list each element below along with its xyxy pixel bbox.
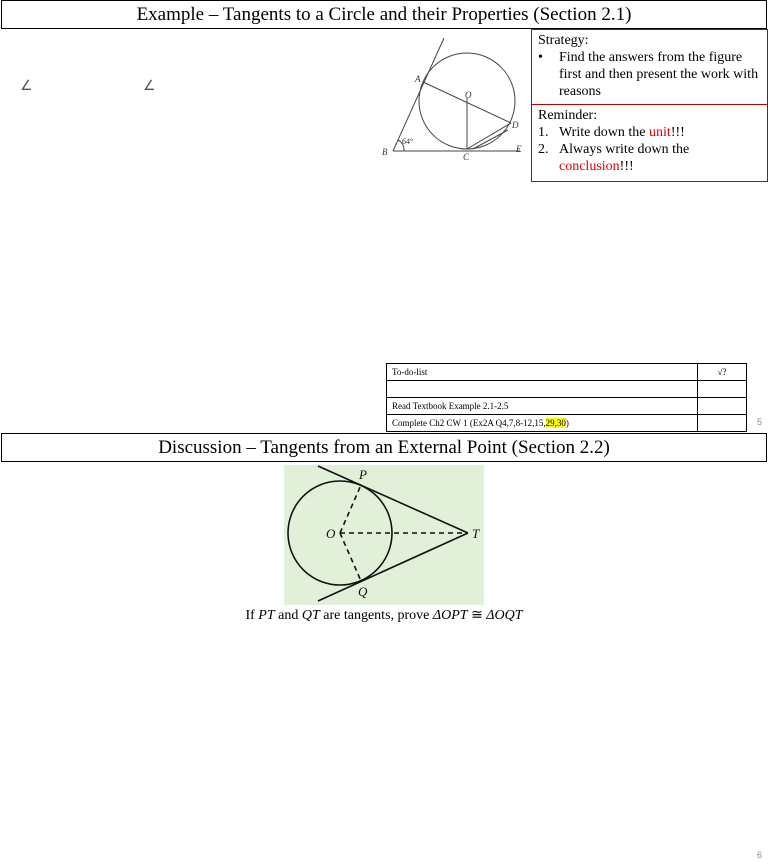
strategy-box [531, 29, 768, 105]
todo-cell [387, 415, 698, 432]
reminder-item-2 [538, 141, 761, 175]
label-p: P [359, 467, 367, 482]
label-a: A [415, 74, 421, 84]
caption-cong: ≅ [467, 608, 487, 623]
page-number-6: 6 [757, 850, 763, 860]
external-point-figure [284, 462, 494, 608]
caption-and: and [274, 608, 302, 623]
table-row [387, 415, 747, 432]
reminder-item-1 [538, 124, 761, 141]
tangent-qt [318, 533, 468, 601]
line-cd [467, 123, 511, 149]
todo-header: To-do-list [387, 364, 698, 381]
highlight-30: 30 [556, 418, 566, 428]
slide5-title: Example – Tangents to a Circle and their Properties (Section 2.1) [1, 0, 767, 29]
reminder-1-red: unit [649, 125, 671, 140]
caption-tri1: ΔOPT [432, 608, 468, 623]
todo-header-row [387, 364, 747, 381]
reminder-box [531, 104, 768, 182]
todo-cell: Read Textbook Example 2.1-2.5 [387, 398, 698, 415]
label-b: B [382, 147, 388, 157]
todo-row3-post: ) [565, 418, 569, 428]
todo-check-cell[interactable] [698, 398, 747, 415]
reminder-1-post: !!! [670, 125, 685, 140]
radius-op [340, 485, 361, 533]
caption-tri2: ΔOQT [486, 608, 523, 623]
highlight-29: 29 [545, 418, 555, 428]
label-o: O [465, 90, 472, 100]
line-c-d2 [473, 130, 508, 149]
todo-check-cell[interactable] [698, 381, 747, 398]
angle-symbol-2: ∠ [143, 79, 156, 94]
highlight-comma: , [554, 418, 557, 428]
label-e: E [516, 144, 522, 154]
tangent-circle-figure [378, 34, 528, 162]
proof-caption [0, 607, 768, 624]
strategy-text: Find the answers from the figure first and then present the work with reasons [559, 50, 759, 99]
angle-label: 64° [402, 137, 414, 146]
caption-pt: PT [258, 608, 275, 623]
tangent-pt [318, 466, 468, 533]
tangent-line-ba [393, 38, 444, 151]
reminder-2-post: !!! [619, 159, 634, 174]
strategy-heading: Strategy: [538, 33, 589, 48]
reminder-1-text: Write down the [559, 125, 650, 140]
table-row [387, 381, 747, 398]
caption-pre: If [245, 608, 259, 623]
bullet-mark: • [538, 50, 543, 65]
caption-mid: are tangents, prove [319, 608, 433, 623]
label-t: T [472, 526, 480, 541]
table-row [387, 398, 747, 415]
reminder-num-2: 2. [538, 142, 549, 157]
reminder-2-text: Always write down the [559, 142, 690, 157]
reminder-2-red: conclusion [559, 159, 620, 174]
todo-check-header: √? [698, 364, 747, 381]
caption-qt: QT [301, 608, 320, 623]
slide6-title: Discussion – Tangents from an External Point (Section 2.2) [1, 433, 767, 462]
todo-row3-pre: Complete Ch2 CW 1 (Ex2A Q4,7,8-12,15, [392, 418, 546, 428]
todo-table [386, 363, 747, 432]
label-d: D [512, 120, 519, 130]
strategy-bullet-item [538, 49, 761, 100]
page-number-5: 5 [757, 417, 763, 427]
reminder-heading: Reminder: [538, 108, 598, 123]
todo-cell [387, 381, 698, 398]
radius-oq [340, 533, 361, 581]
angle-symbol-1: ∠ [20, 79, 33, 94]
todo-check-cell[interactable] [698, 415, 747, 432]
label-q: Q [358, 584, 368, 599]
label-c: C [463, 152, 470, 162]
reminder-num-1: 1. [538, 125, 549, 140]
label-o: O [326, 526, 336, 541]
